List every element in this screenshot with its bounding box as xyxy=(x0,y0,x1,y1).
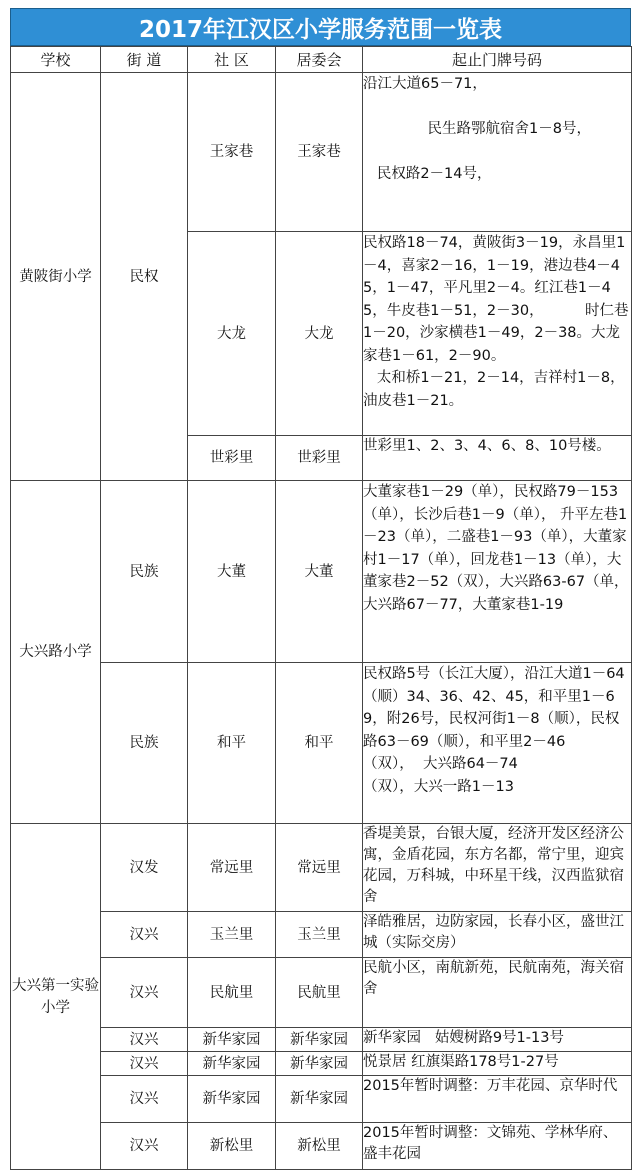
table-row xyxy=(11,824,632,912)
school-cell: 黄陂街小学 xyxy=(11,73,101,481)
table-row xyxy=(11,1076,632,1123)
street-cell: 民权 xyxy=(101,73,188,481)
community-cell: 新华家园 xyxy=(188,1028,276,1052)
committee-cell: 新松里 xyxy=(276,1123,363,1170)
address-cell: 沿江大道65－71， 民生路鄂航宿舍1－8号， 民权路2－14号， xyxy=(363,73,632,232)
street-cell: 汉兴 xyxy=(101,1052,188,1076)
address-cell: 悦景居 红旗渠路178号1-27号 xyxy=(363,1052,632,1076)
committee-cell: 常远里 xyxy=(276,824,363,912)
address-cell: 民权路18－74，黄陂街3－19，永昌里1－4，喜家2－16，1－19，港边巷4－45，1－47，平凡里2－4。红江巷1－45，牛皮巷1－51，2－30， 时仁巷1－20，沙家横巷1－49，2－38。大龙家巷1－61，2－90。 太和桥1－21，2－14，吉祥村1－8，油皮巷1－21。 xyxy=(363,232,632,436)
address-cell: 2015年暂时调整：万丰花园、京华时代 xyxy=(363,1076,632,1123)
street-cell: 汉发 xyxy=(101,824,188,912)
community-cell: 民航里 xyxy=(188,958,276,1028)
street-cell: 汉兴 xyxy=(101,1123,188,1170)
committee-cell: 新华家园 xyxy=(276,1076,363,1123)
header-committee: 居委会 xyxy=(276,47,363,73)
committee-cell: 和平 xyxy=(276,663,363,824)
address-cell: 泽皓雅居，边防家园，长春小区，盛世江城（实际交房） xyxy=(363,912,632,958)
committee-cell: 新华家园 xyxy=(276,1028,363,1052)
community-cell: 新华家园 xyxy=(188,1076,276,1123)
committee-cell: 民航里 xyxy=(276,958,363,1028)
street-cell: 民族 xyxy=(101,481,188,663)
committee-cell: 大龙 xyxy=(276,232,363,436)
table-row xyxy=(11,481,632,663)
address-cell: 新华家园 姑嫂树路9号1-13号 xyxy=(363,1028,632,1052)
address-cell: 世彩里1、2、3、4、6、8、10号楼。 xyxy=(363,436,632,481)
community-cell: 大龙 xyxy=(188,232,276,436)
header-row xyxy=(11,47,632,73)
table-row xyxy=(11,1052,632,1076)
table-row xyxy=(11,663,632,824)
table-row xyxy=(11,73,632,232)
street-cell: 汉兴 xyxy=(101,912,188,958)
header-street: 街 道 xyxy=(101,47,188,73)
address-cell: 民权路5号（长江大厦），沿江大道1－64（顺）34、36、42、45，和平里1－69，附26号，民权河街1－8（顺），民权路63－69（顺），和平里2－46 （双）， 大兴路64－74 （双），大兴一路1－13 xyxy=(363,663,632,824)
street-cell: 汉兴 xyxy=(101,958,188,1028)
community-cell: 新松里 xyxy=(188,1123,276,1170)
community-cell: 和平 xyxy=(188,663,276,824)
committee-cell: 世彩里 xyxy=(276,436,363,481)
street-cell: 汉兴 xyxy=(101,1028,188,1052)
table-row xyxy=(11,1123,632,1170)
street-cell: 汉兴 xyxy=(101,1076,188,1123)
address-cell: 民航小区，南航新苑，民航南苑，海关宿舍 xyxy=(363,958,632,1028)
community-cell: 大董 xyxy=(188,481,276,663)
school-cell: 大兴路小学 xyxy=(11,481,101,824)
table-row xyxy=(11,912,632,958)
header-school: 学校 xyxy=(11,47,101,73)
community-cell: 王家巷 xyxy=(188,73,276,232)
service-area-table xyxy=(10,46,632,1170)
committee-cell: 王家巷 xyxy=(276,73,363,232)
committee-cell: 玉兰里 xyxy=(276,912,363,958)
header-community: 社 区 xyxy=(188,47,276,73)
table-row xyxy=(11,958,632,1028)
street-cell: 民族 xyxy=(101,663,188,824)
address-cell: 2015年暂时调整：文锦苑、学林华府、盛丰花园 xyxy=(363,1123,632,1170)
committee-cell: 新华家园 xyxy=(276,1052,363,1076)
address-cell: 大董家巷1－29（单），民权路79－153（单），长沙后巷1－9（单）， 升平左巷1－23（单），二盛巷1－93（单），大董家村1－17（单），回龙巷1－13（单），大董家巷2－52（双），大兴路63-67（单，大兴路67－77，大董家巷1-19 xyxy=(363,481,632,663)
community-cell: 玉兰里 xyxy=(188,912,276,958)
community-cell: 常远里 xyxy=(188,824,276,912)
header-address: 起止门牌号码 xyxy=(363,47,632,73)
table-row xyxy=(11,1028,632,1052)
table-title: 2017年江汉区小学服务范围一览表 xyxy=(10,8,631,46)
school-cell: 大兴第一实验小学 xyxy=(11,824,101,1170)
committee-cell: 大董 xyxy=(276,481,363,663)
community-cell: 新华家园 xyxy=(188,1052,276,1076)
community-cell: 世彩里 xyxy=(188,436,276,481)
address-cell: 香堤美景，台银大厦，经济开发区经济公寓，金盾花园，东方名都，常宁里，迎宾花园，万科城，中环星干线，汉西监狱宿舍 xyxy=(363,824,632,912)
